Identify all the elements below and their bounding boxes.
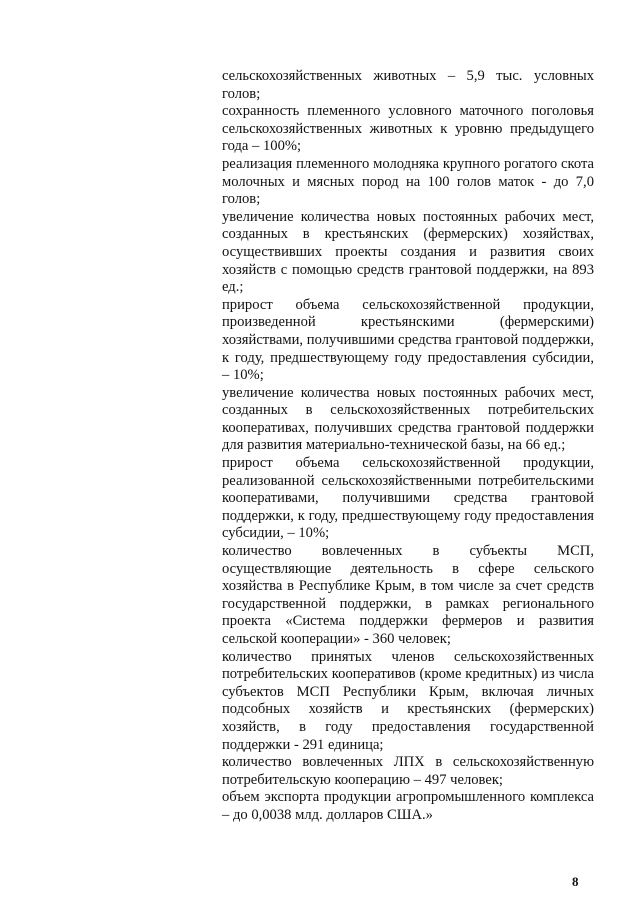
- paragraph-export-volume: объем экспорта продукции агропромышленного комплекса – до 0,0038 млд. долларов США.»: [222, 789, 594, 823]
- paragraph-livestock-count: сельскохозяйственных животных – 5,9 тыс. условных голов;: [222, 68, 594, 102]
- paragraph-cooperative-jobs: увеличение количества новых постоянных рабочих мест, созданных в сельскохозяйственных потребительских кооперативах, получивших средства грантовой поддержки для развития материально-технической базы, на 66 ед.;: [222, 384, 594, 454]
- paragraph-household-involvement: количество вовлеченных ЛПХ в сельскохозяйственную потребительскую кооперацию – 497 человек;: [222, 754, 594, 788]
- paragraph-cooperative-production-growth: прирост объема сельскохозяйственной продукции, реализованной сельскохозяйственными потребительскими кооперативами, получившими средства грантовой поддержки, к году, предшествующему году предоставления субсидии, – 10%;: [222, 455, 594, 542]
- body-text: [222, 68, 594, 825]
- paragraph-breeding-stock-preservation: сохранность племенного условного маточного поголовья сельскохозяйственных животных к уровню предыдущего года – 100%;: [222, 103, 594, 155]
- paragraph-cooperative-members: количество принятых членов сельскохозяйственных потребительских кооперативов (кроме кредитных) из числа субъектов МСП Республики Крым, включая личных подсобных хозяйств и крестьянских (фермерских) хозяйств, в году предоставления государственной поддержки - 291 единица;: [222, 648, 594, 753]
- paragraph-sme-involvement: количество вовлеченных в субъекты МСП, осуществляющие деятельность в сфере сельского хозяйства в Республике Крым, в том числе за счет средств государственной поддержки, в рамках регионального проекта «Система поддержки фермеров и развития сельской кооперации» - 360 человек;: [222, 543, 594, 647]
- paragraph-farm-jobs: увеличение количества новых постоянных рабочих мест, созданных в крестьянских (фермерских) хозяйствах, осуществивших проекты создания и развития своих хозяйств с помощью средств грантовой поддержки, на 893 ед.;: [222, 208, 594, 296]
- page-number: 8: [572, 874, 579, 889]
- paragraph-farm-production-growth: прирост объема сельскохозяйственной продукции, произведенной крестьянскими (фермерскими) хозяйствами, получившими средства грантовой поддержки, к году, предшествующему году предоставления субсидии, – 10%;: [222, 296, 594, 384]
- paragraph-young-cattle-sales: реализация племенного молодняка крупного рогатого скота молочных и мясных пород на 100 голов маток - до 7,0 голов;: [222, 155, 594, 208]
